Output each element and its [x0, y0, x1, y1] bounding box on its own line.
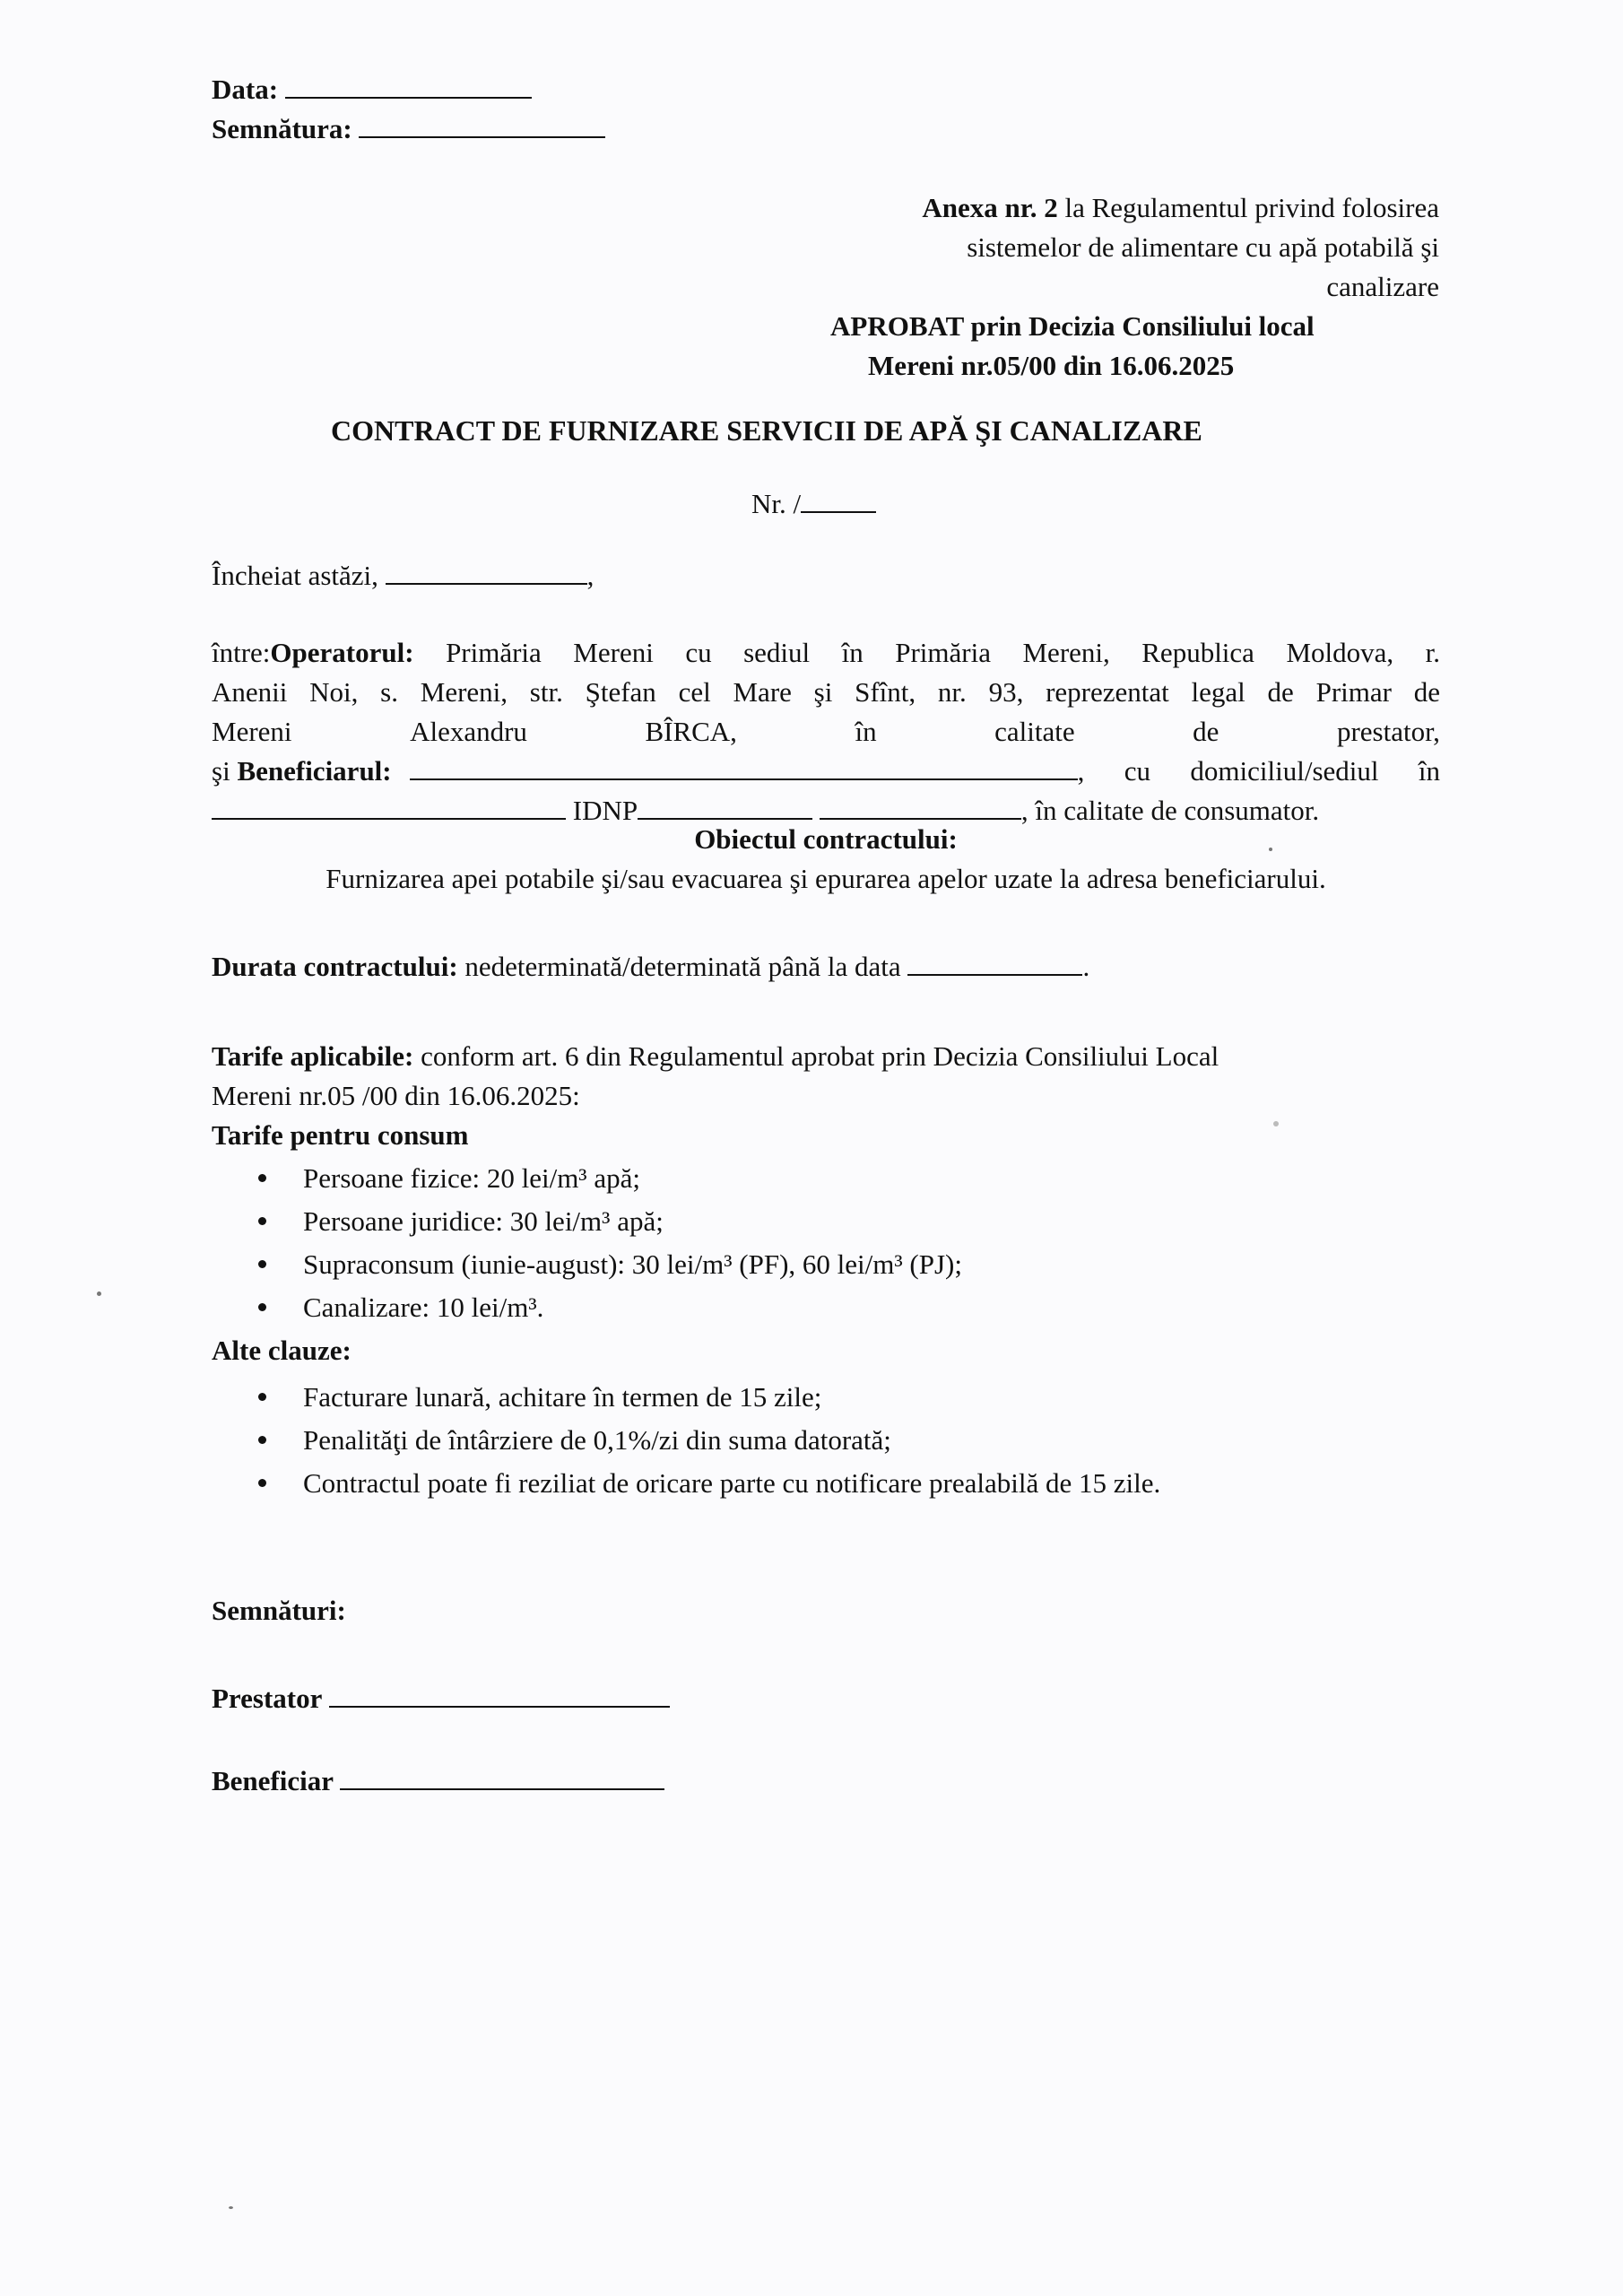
bullet-icon [258, 1479, 266, 1487]
beneficiary-address-blank[interactable] [212, 791, 566, 820]
signature-label: Semnătura: [212, 113, 352, 144]
duration-line [212, 947, 1440, 987]
date-blank[interactable] [285, 70, 532, 99]
contract-number [751, 484, 876, 524]
beneficiary-name-blank[interactable] [410, 752, 1078, 780]
list-item [212, 1200, 1440, 1243]
concluded-line [212, 556, 1440, 596]
date-label: Data: [212, 74, 279, 105]
tariff-item-text: Persoane fizice: 20 lei/m³ apă; [303, 1162, 640, 1194]
contract-number-blank[interactable] [801, 484, 876, 513]
signature-blank[interactable] [359, 109, 605, 138]
tariff-item-text: Persoane juridice: 30 lei/m³ apă; [303, 1205, 664, 1237]
bullet-icon [258, 1217, 266, 1225]
clause-item-text: Facturare lunară, achitare în termen de 15 zile; [303, 1381, 822, 1413]
parties-block [212, 633, 1440, 831]
concluded-label: Încheiat astăzi, [212, 560, 378, 591]
beneficiary-sig-label: Beneficiar [212, 1765, 334, 1796]
scan-speck [1269, 848, 1272, 851]
duration-end: . [1082, 951, 1090, 982]
operator-label: Operatorul: [270, 637, 414, 668]
idnp-blank[interactable] [638, 791, 812, 820]
operator-text-1: Primăria Mereni cu sediul în Primăria Mereni, Republica Moldova, r. [413, 637, 1440, 668]
tariff-item-text: Supraconsum (iunie-august): 30 lei/m³ (PF), 60 lei/m³ (PJ); [303, 1248, 962, 1280]
annex-number: Anexa nr. 2 [922, 192, 1058, 223]
object-text: Furnizarea apei potabile şi/sau evacuarea şi epurarea apelor uzate la adresa beneficiarului. [325, 863, 1326, 894]
annex-decision: Mereni nr.05/00 din 16.06.2025 [868, 350, 1235, 381]
annex-line-1 [825, 188, 1439, 228]
concluded-comma: , [586, 560, 595, 591]
object-heading: Obiectul contractului: [694, 823, 958, 855]
tariff-list [212, 1157, 1440, 1329]
duration-text: nedeterminată/determinată până la data [457, 951, 901, 982]
bullet-icon [258, 1260, 266, 1268]
signatures-heading: Semnături: [212, 1595, 346, 1626]
tariffs-label: Tarife aplicabile: [212, 1040, 414, 1072]
tariffs-line-1 [212, 1037, 1440, 1076]
clauses-heading: Alte clauze: [212, 1335, 352, 1366]
list-item [212, 1462, 1440, 1505]
operator-word: prestator, [1336, 716, 1440, 747]
bullet-icon [258, 1174, 266, 1182]
page-title: CONTRACT DE FURNIZARE SERVICII DE APĂ ŞI CANALIZARE [331, 414, 1202, 447]
operator-word: în [855, 716, 877, 747]
annex-line-3: canalizare [1326, 271, 1439, 302]
bullet-icon [258, 1393, 266, 1401]
date-line [212, 70, 1440, 109]
list-item [212, 1157, 1440, 1200]
operator-word: calitate [994, 716, 1075, 747]
beneficiary-address-label: , cu domiciliul/sediul în [1077, 755, 1440, 787]
list-item [212, 1419, 1440, 1462]
annex-line-2: sistemelor de alimentare cu apă potabilă şi [967, 231, 1439, 263]
beneficiary-label: Beneficiarul: [237, 755, 392, 787]
bullet-icon [258, 1303, 266, 1311]
annex-block [825, 188, 1439, 386]
beneficiary-signature-blank[interactable] [340, 1761, 664, 1790]
parties-intro: între: [212, 637, 271, 668]
operator-word: de [1193, 716, 1219, 747]
idnp-label: IDNP [572, 795, 638, 826]
signature-line [212, 109, 1440, 149]
list-item [212, 1243, 1440, 1286]
operator-word: BÎRCA, [645, 716, 737, 747]
beneficiary-signature-line [212, 1761, 1440, 1801]
beneficiary-prefix: şi [212, 755, 238, 787]
provider-signature-blank[interactable] [329, 1679, 670, 1708]
list-item [212, 1376, 1440, 1419]
concluded-date-blank[interactable] [386, 556, 587, 585]
annex-approved: APROBAT prin Decizia Consiliului local [830, 310, 1315, 342]
list-item [212, 1286, 1440, 1329]
contract-number-label: Nr. / [751, 488, 802, 519]
clauses-list [212, 1376, 1440, 1505]
consumption-heading: Tarife pentru consum [212, 1119, 469, 1151]
clause-item-text: Penalităţi de întârziere de 0,1%/zi din suma datorată; [303, 1424, 891, 1456]
bullet-icon [258, 1436, 266, 1444]
duration-label: Durata contractului: [212, 951, 458, 982]
duration-date-blank[interactable] [907, 947, 1082, 976]
scan-speck [97, 1292, 101, 1296]
clause-item-text: Contractul poate fi reziliat de oricare parte cu notificare prealabilă de 15 zile. [303, 1467, 1161, 1499]
consumer-text: , în calitate de consumator. [1020, 795, 1320, 826]
scan-speck [1273, 1121, 1279, 1126]
provider-label: Prestator [212, 1683, 322, 1714]
tariffs-line-2: Mereni nr.05 /00 din 16.06.2025: [212, 1080, 580, 1111]
scan-speck [229, 2206, 233, 2209]
parties-line-3 [212, 712, 1440, 752]
operator-word: Alexandru [410, 716, 527, 747]
annex-regulation: la Regulamentul privind folosirea [1057, 192, 1439, 223]
parties-line-4 [212, 752, 1440, 791]
tariff-item-text: Canalizare: 10 lei/m³. [303, 1292, 544, 1323]
parties-line-2: Anenii Noi, s. Mereni, str. Ştefan cel Mare şi Sfînt, nr. 93, reprezentat legal de Primar de [212, 676, 1440, 708]
provider-signature-line [212, 1679, 1440, 1718]
idnp-blank-2[interactable] [820, 791, 1021, 820]
tariffs-block [212, 1037, 1440, 1505]
parties-line-1 [212, 633, 1440, 673]
operator-word: Mereni [212, 716, 292, 747]
tariffs-text-1: conform art. 6 din Regulamentul aprobat prin Decizia Consiliului Local [413, 1040, 1219, 1072]
